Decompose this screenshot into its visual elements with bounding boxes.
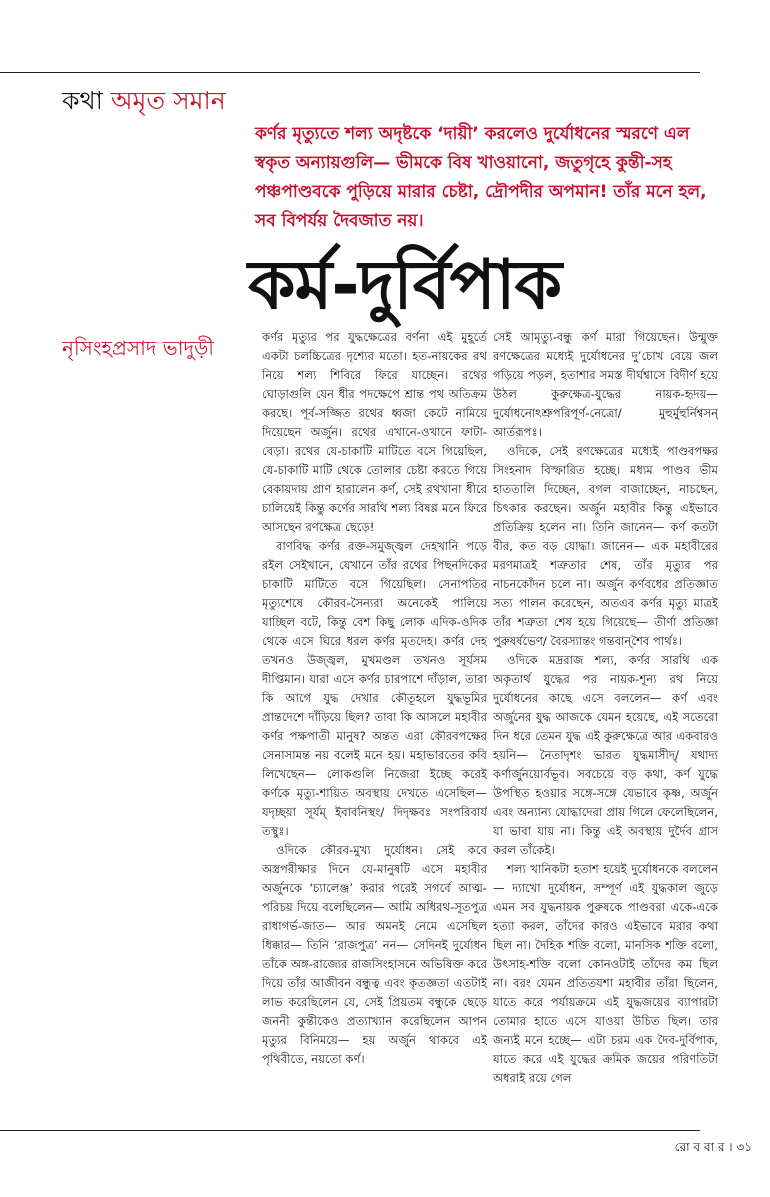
paragraph: বাণবিদ্ধ কর্ণর রক্ত-সমুজ্জ্বল দেহখানি পড়ে রইল সেইখানে, যেখানে তাঁর রথের পিছনদিকের চাকাটি মাটিতে বসে গিয়েছিল। সেনাপতির মৃত্যুশেষে কৌরব-সৈন্যরা অনেকেই পালিয়ে যাচ্ছিল বটে, কিন্তু বেশ কিছু লোক এদিক-ওদিক থেকে এসে ঘিরে ধরল কর্ণর মৃতদেহ। কর্ণর দেহ তখনও উজ্জ্বল, মুখমণ্ডল তখনও সূর্যসম দীপ্তিমান। যারা এসে কর্ণর চারপাশে দাঁড়াল, তারা কি আগে যুদ্ধ দেখার কৌতূহলে যুদ্ধভূমির প্রান্তদেশে দাঁড়িয়ে ছিল? তাবা কি আসলে মহাবীর কর্ণর পক্ষপাতী মানুষ? অন্তত এরা কৌরবপক্ষের সেনাসামন্ত নয় বলেই মনে হয়। মহাভারতের কবি লিখেছেন— লোকগুলি নিজেরা ইচ্ছে করেই কর্ণকে মৃত্যু-শায়িত অবস্থায় দেখতে এসেছিল— যদৃচ্ছয়া সূর্যম্ ইবাবনিস্থং/ দিদৃক্ষবঃ সংপরিবার্য তস্থুঃ। xyxy=(262,539,487,838)
section-label-part1: কথা xyxy=(62,86,103,115)
standfirst: কর্ণর মৃত্যুতে শল্য অদৃষ্টকে ‘দায়ী’ করলেও দুর্যোধনের স্মরণে এল স্বকৃত অন্যায়গুলি— ভীমকে বিষ খাওয়ানো, জতুগৃহে কুন্তী-সহ পঞ্চপাণ্ডবকে পুড়িয়ে মারার চেষ্টা, দ্রৌপদীর অপমান! তাঁর মনে হল, সব বিপর্যয় দৈবজাত নয়। xyxy=(255,124,707,231)
paragraph: ওদিকে কৌরব-মুখ্য দুর্যোধন। সেই কবে অস্ত্রপরীক্ষার দিনে যে-মানুষটি এসে মহাবীর অর্জুনকে ‘চ্যালেঞ্জ’ করার পরেই সগর্বে আত্ম-পরিচয় দিয়ে বলেছিলেন— আমি অধিরথ-সূতপুত্র রাধাগর্ভ-জাত— আর অমনই নেমে এসেছিল ধিক্কার— তিনি ‘রাজপুত্র’ নন— সেদিনই দুর্যোধন তাঁকে অঙ্গ-রাজ্যের রাজসিংহাসনে অভিষিক্ত করে দিয়ে তাঁর আজীবন বন্ধুত্ব এবং কৃতজ্ঞতা এতটাই লাভ করেছিলেন যে, সেই প্রিয়তম বন্ধুকে ছেড়ে জননী কুন্তীকেও প্রত্যাখ্যান করেছিলেন আপন মৃত্যুর বিনিময়ে— হয় অর্জুন থাকবে এই পৃথিবীতে, নয়তো কর্ণ। xyxy=(262,843,487,1066)
paragraph: ওদিকে মদ্ররাজ শল্য, কর্ণর সারথি এক অকৃতার্থ যুদ্ধের পর নায়ক-শূন্য রথ নিয়ে দুর্যোধনের কাছে এসে বললেন— কর্ণ এবং অর্জুনের যুদ্ধ আজকে যেমন হয়েছে, এই সতেরো দিন ধরে তেমন যুদ্ধ এই কুরুক্ষেত্রে আর একবারও হয়নি— নৈতাদৃশং ভারত যুদ্ধমাসীদ্/ যথাদ্য কর্ণার্জুনয়োর্বভূব। সবচেয়ে বড় কথা, কর্ণ যুদ্ধে উপস্থিত হওয়ার সঙ্গে-সঙ্গে যেভাবে কৃষ্ণ, অর্জুন এবং অন্যান্য যোদ্ধাদেরা প্রায় গিলে ফেলেছিলেন, যা ভাবা যায় না। কিন্তু এই অবস্থায় দুর্দৈব গ্রাস করল তাঁকেই। xyxy=(493,653,718,857)
section-label-part2: অমৃত সমান xyxy=(110,86,226,115)
headline: কর্ম-দুর্বিপাক xyxy=(248,246,562,325)
body-column-left xyxy=(262,328,487,1118)
author-byline: নৃসিংহপ্রসাদ ভাদুড়ী xyxy=(62,336,215,360)
page-folio: রো ব বা র । ৩১ xyxy=(674,1140,752,1154)
top-rule xyxy=(0,72,700,73)
bottom-rule xyxy=(0,1130,700,1131)
section-label xyxy=(62,84,226,118)
paragraph: শল্য খানিকটা হতাশ হয়েই দুর্যোধনকে বললেন— দ্যাখো দুর্যোধন, সম্পূর্ণ এই যুদ্ধকাল জুড়ে এমন সব যুদ্ধনায়ক পুরুষকে পাণ্ডবরা একে-একে হত্যা করল, তাঁদের কারও এইভাবে মরার কথা ছিল না। দৈহিক শক্তি বলো, মানসিক শক্তি বলো, উৎসাহ-শক্তি বলো কোনওটাই তাঁদের কম ছিল না। বরং যেমন প্রতিতযশা মহাবীর তাঁরা ছিলেন, যাতে করে পর্যায়ক্রমে এই যুদ্ধজয়ের ব্যাপারটা তোমার হাতে এসে যাওয়া উচিত ছিল। তার জন্যই মনে হচ্ছে— এটা চরম এক দৈব-দুর্বিপাক, যাতে করে এই যুদ্ধের ক্রমিক জয়ের পরিণতিটা অধরাই রয়ে গেল xyxy=(493,862,718,1085)
paragraph: সেই আমৃত্যু-বন্ধু কর্ণ মারা গিয়েছেন। উন্মুক্ত রণক্ষেত্রের মধ্যেই দুর্যোধনের দু’চোখ বেয়ে জল গড়িয়ে পড়ল, হতাশার সমস্ত দীর্ঘশ্বাসে বিদীর্ণ হয়ে উঠল কুরুক্ষেত্র-যুদ্ধের নায়ক-হৃদয়— দুর্যোধনোঽশ্রুপরিপূর্ণ-নেত্রো/ মুহুর্মুহুর্নিশ্বসন্ আর্তরূপঃ। xyxy=(493,330,718,439)
body-column-right xyxy=(493,328,718,1118)
paragraph: কর্ণর মৃত্যুর পর যুদ্ধক্ষেত্রের বর্ণনা এই মুহূর্তে একটা চলচ্চিত্রের দৃশ্যের মতো। হত-নায়কের রথ নিয়ে শল্য শিবিরে ফিরে যাচ্ছেন। রথের ঘোড়াগুলি যেন ধীর পদক্ষেপে শ্রান্ত পথ অতিক্রম করছে। পূর্ব-সজ্জিত রথের ধ্বজা কেটে নামিয়ে দিয়েছেন অর্জুন। রথের এখানে-ওখানে ফাটা-বেড়া। রথের যে-চাকাটি মাটিতে বসে গিয়েছিল, যে-চাকাটি মাটি থেকে তোলার চেষ্টা করতে গিয়ে বেকায়দায় প্রাণ হারালেন কর্ণ, সেই রথখানা ধীরে চালিয়েই কিন্তু কর্ণের সারথি শল্য বিষণ্ণ মনে ফিরে আসছেন রণক্ষেত্র ছেড়ে! xyxy=(262,330,487,534)
paragraph: ওদিকে, সেই রণক্ষেত্রের মধ্যেই পাণ্ডবপক্ষর সিংহনাদ বিস্ফারিত হচ্ছে। মধ্যম পাণ্ডব ভীম হাততালি দিচ্ছেন, বগল বাজাচ্ছেন, নাচছেন, চিৎকার করছেন। অর্জুন মহাবীর কিন্তু এইভাবে প্রতিক্রিয় হলেন না। তিনি জানেন— কর্ণ কতটা বীর, কত বড় যোদ্ধা। জানেন— এক মহাবীরের মরণমাত্রই শত্রুতার শেষ, তাঁর মৃত্যুর পর নাচনকোঁদন চলে না। অর্জুন কর্ণবধের প্রতিজ্ঞাত সত্য পালন করেছেন, অতএব কর্ণর মৃত্যু মাত্রই তাঁর শত্রুতা শেষ হয়ে গিয়েছে— তীর্ণা প্রতিজ্ঞা পুরুষর্ষভেণ/ বৈরস্যান্তং গন্তবান্‌শৈব পার্থঃ। xyxy=(493,444,718,648)
